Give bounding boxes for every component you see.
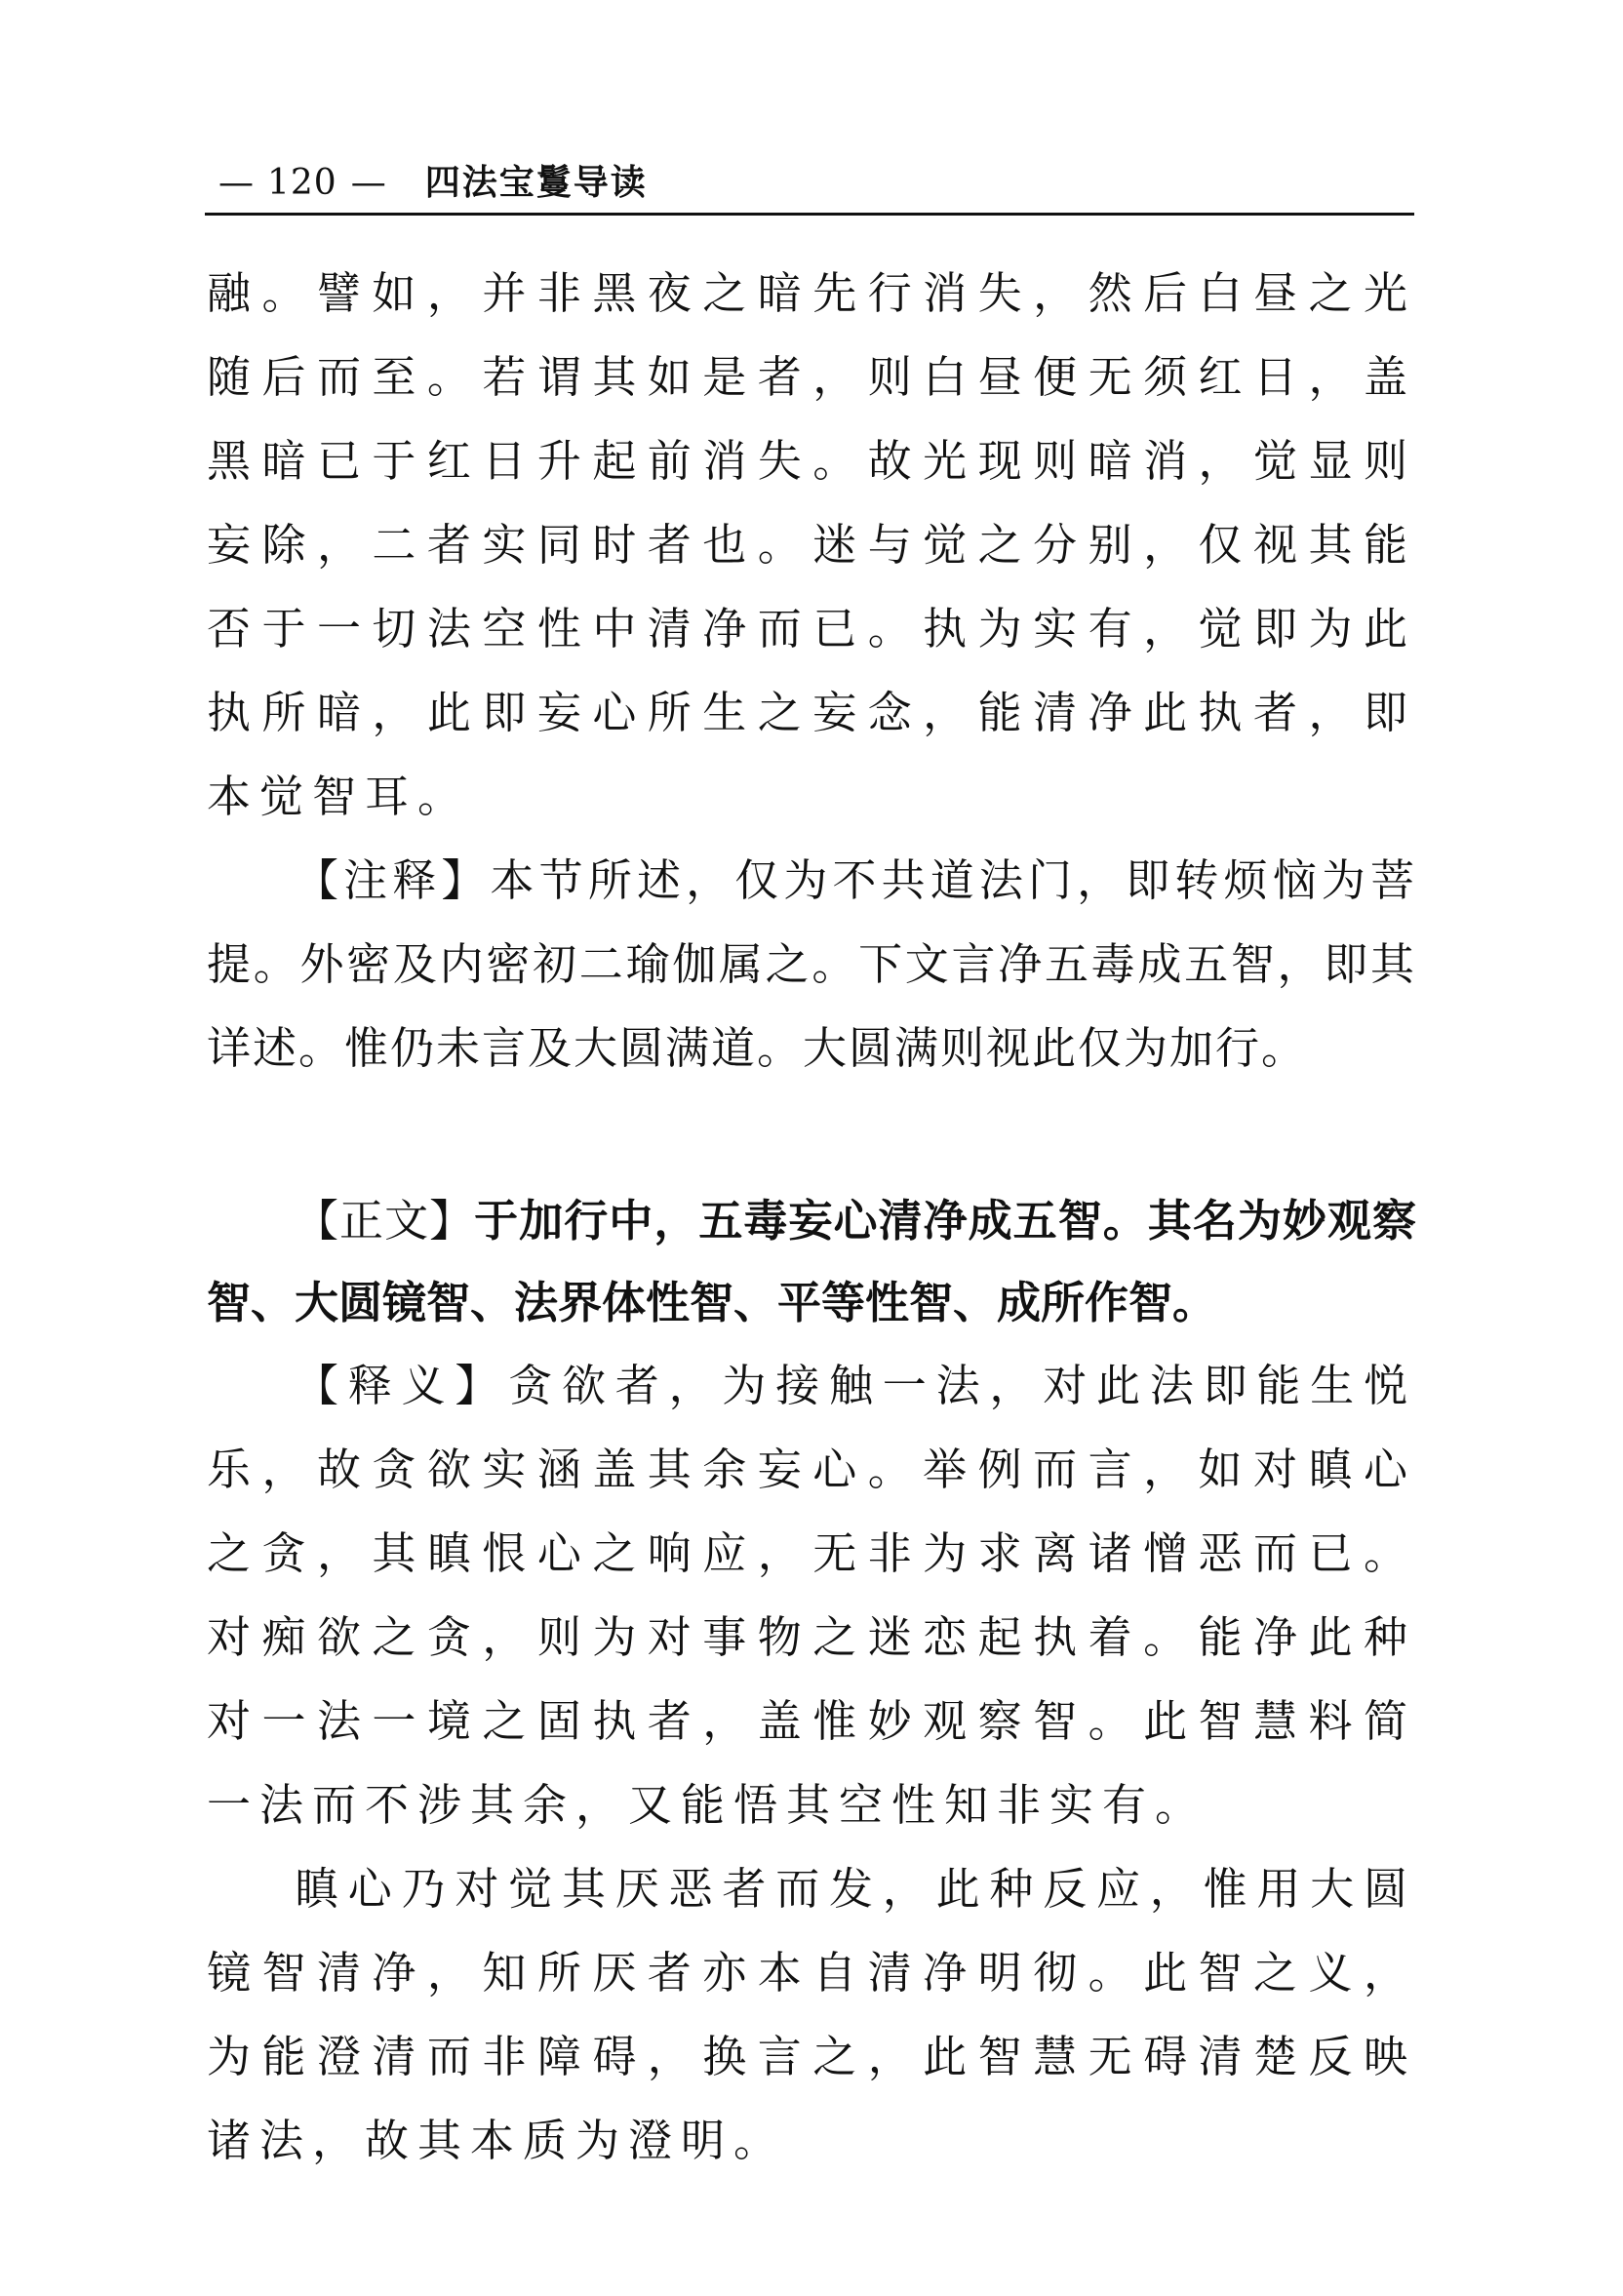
- annotation-tag: 【注释】: [295, 854, 491, 906]
- paragraph-explanation: [207, 1344, 1416, 1847]
- header-dash-right: —: [350, 163, 386, 203]
- annotation-text: 本节所述，仅为不共道法门，即转烦恼为菩提。外密及内密初二瑜伽属之。下文言净五毒成五智，即其详述。惟仍未言及大圆满道。大圆满则视此仅为加行。: [207, 854, 1416, 1074]
- paragraph-main-text: [207, 1180, 1416, 1344]
- paragraph-explanation-continued: 瞋心乃对觉其厌恶者而发，此种反应，惟用大圆镜智清净，知所厌者亦本自清净明彻。此智之义，为能澄清而非障碍，换言之，此智慧无碍清楚反映诸法，故其本质为澄明。: [207, 1863, 1416, 2166]
- explanation-tag: 【释义】: [295, 1360, 509, 1411]
- section-spacer: [207, 1090, 1416, 1180]
- header-dash-left: —: [218, 163, 254, 203]
- paragraph-annotation: [207, 839, 1416, 1090]
- explanation-text: 贪欲者，为接触一法，对此法即能生悦乐，故贪欲实涵盖其余妄心。举例而言，如对瞋心之贪，其瞋恨心之响应，无非为求离诸憎恶而已。对痴欲之贪，则为对事物之迷恋起执着。能净此种对一法一境之固执者，盖惟妙观察智。此智慧料简一法而不涉其余，又能悟其空性知非实有。: [207, 1360, 1416, 1831]
- paragraph-continuation: 融。譬如，并非黑夜之暗先行消失，然后白昼之光随后而至。若谓其如是者，则白昼便无须红日，盖黑暗已于红日升起前消失。故光现则暗消，觉显则妄除，二者实同时者也。迷与觉之分别，仅视其能否于一切法空性中清净而已。执为实有，觉即为此执所暗，此即妄心所生之妄念，能清净此执者，即本觉智耳。: [207, 267, 1416, 822]
- main-text-tag: 【正文】: [295, 1195, 475, 1247]
- header-rule: [205, 213, 1414, 216]
- book-title: 四法宝鬘导读: [424, 163, 648, 203]
- page-number: 120: [267, 163, 337, 203]
- body-text: [207, 252, 1416, 2183]
- main-text: 于加行中，五毒妄心清净成五智。其名为妙观察智、大圆镜智、法界体性智、平等性智、成所作智。: [207, 1195, 1416, 1328]
- running-header: [205, 156, 1414, 211]
